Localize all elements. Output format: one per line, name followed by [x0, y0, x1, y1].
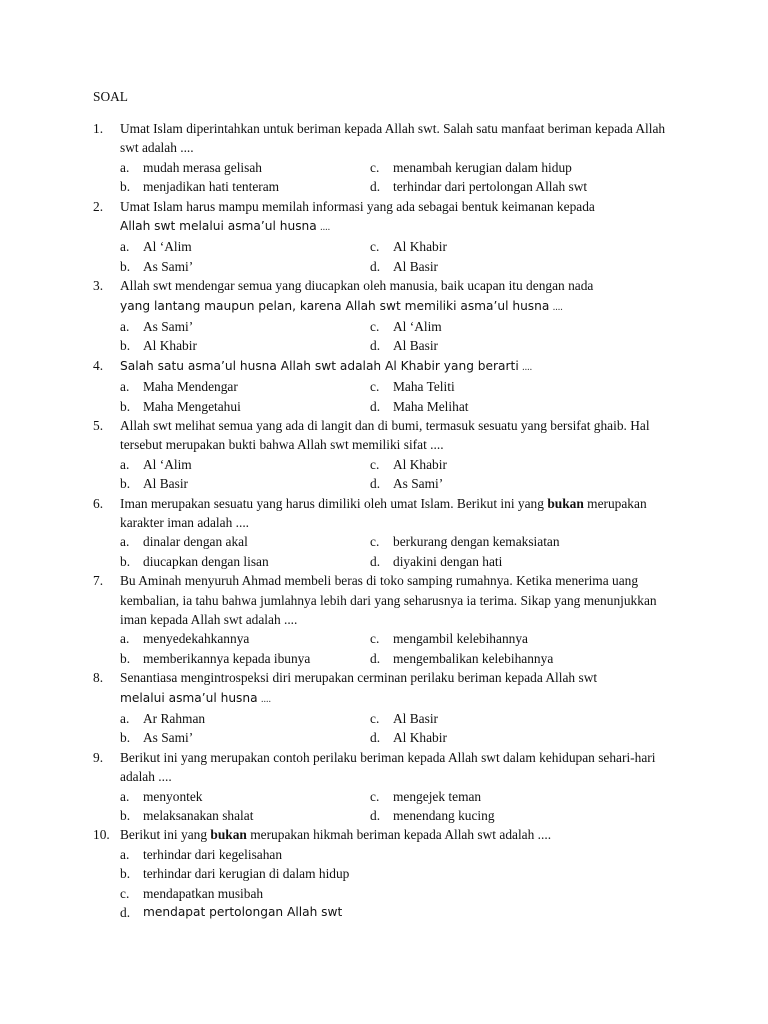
question-7-options	[120, 629, 683, 668]
option-a: a. dinalar dengan akal	[120, 534, 248, 550]
option-d: d. menendang kucing	[370, 807, 495, 823]
option-b: b. diucapkan dengan lisan	[120, 553, 269, 569]
question-3	[93, 276, 683, 317]
question-3-options	[120, 317, 683, 356]
question-text: Umat Islam harus mampu memilah informasi yang ada sebagai bentuk keimanan kepada Allah swt melalui asma’ul husna ....	[120, 198, 595, 233]
question-8	[93, 668, 683, 709]
question-10-options	[120, 845, 683, 923]
option-a: a. Maha Mendengar	[120, 379, 238, 395]
question-number: 4.	[93, 357, 104, 373]
question-number: 5.	[93, 417, 104, 433]
option-d: d. mengembalikan kelebihannya	[370, 650, 554, 666]
option-a: a. Al ‘Alim	[120, 239, 192, 255]
question-list	[93, 119, 683, 922]
option-d: d. Al Basir	[370, 338, 439, 354]
question-text: Iman merupakan sesuatu yang harus dimiliki oleh umat Islam. Berikut ini yang bukan merupakan karakter iman adalah ....	[120, 495, 647, 530]
option-a: a. menyontek	[120, 788, 203, 804]
question-text: Bu Aminah menyuruh Ahmad membeli beras di toko samping rumahnya. Ketika menerima uang kembalian, ia tahu bahwa jumlahnya lebih dari yang seharusnya ia terima. Sikap yang menunjukkan iman kepada Allah swt adalah ....	[120, 573, 657, 627]
option-c: c. Al Khabir	[370, 456, 447, 472]
option-b: b. As Sami’	[120, 258, 194, 274]
question-number: 10.	[93, 827, 110, 843]
option-d: d. mendapat pertolongan Allah swt	[120, 904, 343, 920]
question-9	[93, 748, 683, 787]
question-number: 2.	[93, 198, 104, 214]
option-c: c. mengambil kelebihannya	[370, 631, 528, 647]
question-6-options	[120, 532, 683, 571]
question-10	[93, 825, 683, 844]
question-text: Salah satu asma’ul husna Allah swt adalah Al Khabir yang berarti ....	[120, 358, 533, 373]
option-a: a. Al ‘Alim	[120, 456, 192, 472]
option-c: c. menambah kerugian dalam hidup	[370, 159, 572, 175]
option-d: d. Al Khabir	[370, 730, 447, 746]
option-c: c. mendapatkan musibah	[120, 885, 264, 901]
option-c: c. Maha Teliti	[370, 379, 455, 395]
option-c: c. mengejek teman	[370, 788, 482, 804]
option-a: a. As Sami’	[120, 319, 194, 334]
question-5-options	[120, 455, 683, 494]
option-a: a. menyedekahkannya	[120, 631, 250, 647]
question-1-options	[120, 158, 683, 197]
option-d: d. terhindar dari pertolongan Allah swt	[370, 179, 588, 195]
question-text: Allah swt mendengar semua yang diucapkan oleh manusia, baik ucapan itu dengan nada yang lantang maupun pelan, karena Allah swt memiliki asma’ul husna ....	[120, 278, 594, 313]
option-d: d. diyakini dengan hati	[370, 553, 503, 569]
question-9-options	[120, 787, 683, 826]
option-b: b. Al Basir	[120, 476, 189, 492]
option-c: c. Al Khabir	[370, 239, 447, 255]
question-6	[93, 494, 683, 533]
option-d: d. As Sami’	[370, 476, 444, 492]
question-number: 8.	[93, 670, 104, 686]
option-c: c. Al ‘Alim	[370, 319, 442, 334]
question-number: 1.	[93, 121, 104, 136]
option-b: b. memberikannya kepada ibunya	[120, 650, 311, 666]
page-title: SOAL	[93, 89, 128, 104]
option-b: b. As Sami’	[120, 730, 194, 746]
question-text: Allah swt melihat semua yang ada di langit dan di bumi, termasuk sesuatu yang bersifat ghaib. Hal tersebut merupakan bukti bahwa Allah swt memiliki sifat ....	[120, 417, 650, 453]
question-2	[93, 197, 683, 238]
question-7	[93, 571, 683, 629]
question-1	[93, 119, 683, 158]
question-text: Senantiasa mengintrospeksi diri merupakan cerminan perilaku beriman kepada Allah swt melalui asma’ul husna ....	[120, 670, 598, 705]
question-4-options	[120, 377, 683, 416]
question-2-options	[120, 237, 683, 276]
option-a: a. Ar Rahman	[120, 710, 206, 726]
question-number: 6.	[93, 495, 104, 511]
option-c: c. Al Basir	[370, 710, 439, 726]
option-b: b. terhindar dari kerugian di dalam hidup	[120, 866, 350, 882]
question-number: 9.	[93, 749, 104, 765]
option-d: d. Al Basir	[370, 258, 439, 274]
option-a: a. terhindar dari kegelisahan	[120, 846, 283, 862]
option-b: b. menjadikan hati tenteram	[120, 179, 280, 195]
question-5	[93, 416, 683, 455]
option-c: c. berkurang dengan kemaksiatan	[370, 534, 560, 550]
question-text: Umat Islam diperintahkan untuk beriman kepada Allah swt. Salah satu manfaat beriman kepada Allah swt adalah ....	[120, 121, 666, 156]
question-8-options	[120, 709, 683, 748]
question-number: 7.	[93, 573, 104, 589]
question-text: Berikut ini yang bukan merupakan hikmah beriman kepada Allah swt adalah ....	[120, 827, 552, 843]
question-number: 3.	[93, 278, 104, 294]
question-4	[93, 356, 683, 377]
option-a: a. mudah merasa gelisah	[120, 159, 262, 175]
option-b: b. melaksanakan shalat	[120, 807, 254, 823]
question-text: Berikut ini yang merupakan contoh perilaku beriman kepada Allah swt dalam kehidupan sehari-hari adalah ....	[120, 749, 656, 785]
option-d: d. Maha Melihat	[370, 398, 469, 414]
option-b: b. Maha Mengetahui	[120, 398, 241, 414]
option-b: b. Al Khabir	[120, 338, 197, 354]
